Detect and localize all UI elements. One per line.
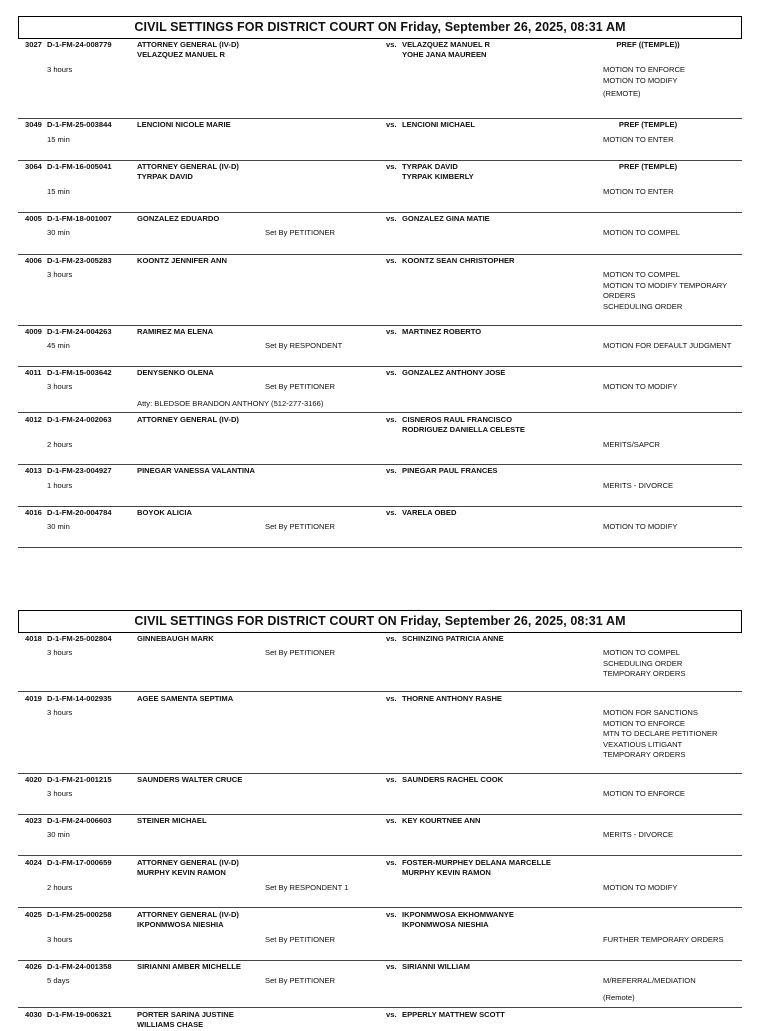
respondent-name: VARELA OBED <box>402 508 457 517</box>
set-by-party: Set By PETITIONER <box>265 228 336 237</box>
hearing-duration: 3 hours <box>47 789 73 798</box>
case-entry <box>18 774 742 815</box>
versus-label: vs. <box>386 816 397 825</box>
versus-label: vs. <box>386 327 397 336</box>
motion-text: MOTION TO COMPEL <box>603 648 680 657</box>
case-entry <box>18 255 742 326</box>
petitioner-name: GONZALEZ EDUARDO <box>137 214 220 223</box>
versus-label: vs. <box>386 466 397 475</box>
motion-text: MOTION FOR SANCTIONS <box>603 708 698 717</box>
petitioner-name: AGEE SAMENTA SEPTIMA <box>137 694 234 703</box>
petitioner-name: PORTER SARINA JUSTINE <box>137 1010 234 1019</box>
petitioner-name: PINEGAR VANESSA VALANTINA <box>137 466 255 475</box>
case-number: 4005 <box>25 214 42 223</box>
respondent-name: YOHE JANA MAUREEN <box>402 50 487 59</box>
case-number: 4018 <box>25 634 42 643</box>
case-number: 4006 <box>25 256 42 265</box>
versus-label: vs. <box>386 368 397 377</box>
hearing-duration: 2 hours <box>47 883 73 892</box>
cause-number: D-1-FM-16-005041 <box>47 162 112 171</box>
respondent-name: IKPONMWOSA EKHOMWANYE <box>402 910 514 919</box>
cause-number: D-1-FM-15-003642 <box>47 368 112 377</box>
cause-number: D-1-FM-24-002063 <box>47 415 112 424</box>
case-number: 4020 <box>25 775 42 784</box>
versus-label: vs. <box>386 775 397 784</box>
case-number: 3049 <box>25 120 42 129</box>
cause-number: D-1-FM-25-002804 <box>47 634 112 643</box>
versus-label: vs. <box>386 694 397 703</box>
motion-text: MOTION TO MODIFY <box>603 883 678 892</box>
respondent-name: LENCIONI MICHAEL <box>402 120 475 129</box>
hearing-duration: 30 min <box>47 228 70 237</box>
cause-number: D-1-FM-24-008779 <box>47 40 112 49</box>
motion-text: MERITS - DIVORCE <box>603 830 674 839</box>
case-number: 4023 <box>25 816 42 825</box>
preference-tag: PREF (TEMPLE) <box>618 120 678 129</box>
hearing-duration: 3 hours <box>47 65 73 74</box>
motion-text: SCHEDULING ORDER <box>603 302 683 311</box>
hearing-duration: 30 min <box>47 830 70 839</box>
petitioner-name: SIRIANNI AMBER MICHELLE <box>137 962 241 971</box>
motion-text: MTN TO DECLARE PETITIONER <box>603 729 718 738</box>
petitioner-name: RAMIREZ MA ELENA <box>137 327 214 336</box>
respondent-name: PINEGAR PAUL FRANCES <box>402 466 498 475</box>
petitioner-name: ATTORNEY GENERAL (IV-D) <box>137 415 239 424</box>
hearing-duration: 2 hours <box>47 440 73 449</box>
respondent-name: GONZALEZ GINA MATIE <box>402 214 490 223</box>
set-by-party: Set By RESPONDENT <box>265 341 343 350</box>
petitioner-name: ATTORNEY GENERAL (IV-D) <box>137 40 239 49</box>
case-number: 4009 <box>25 327 42 336</box>
versus-label: vs. <box>386 1010 397 1019</box>
case-entry <box>18 213 742 255</box>
set-by-party: Set By PETITIONER <box>265 648 336 657</box>
case-number: 4030 <box>25 1010 42 1019</box>
respondent-name: THORNE ANTHONY RASHE <box>402 694 502 703</box>
case-number: 4013 <box>25 466 42 475</box>
hearing-duration: 15 min <box>47 135 70 144</box>
motion-text: SCHEDULING ORDER <box>603 658 683 668</box>
versus-label: vs. <box>386 415 397 424</box>
cause-number: D-1-FM-19-006321 <box>47 1010 112 1019</box>
case-number: 3064 <box>25 162 42 171</box>
case-entry <box>18 413 742 465</box>
respondent-name: TYRPAK KIMBERLY <box>402 172 474 181</box>
hearing-duration: 3 hours <box>47 382 73 391</box>
petitioner-name: IKPONMWOSA NIESHIA <box>137 920 224 929</box>
versus-label: vs. <box>386 214 397 223</box>
case-entry <box>18 856 742 908</box>
petitioner-name: STEINER MICHAEL <box>137 816 207 825</box>
respondent-name: SCHINZING PATRICIA ANNE <box>402 634 504 643</box>
motion-text: MOTION TO MODIFY <box>603 522 678 531</box>
cause-number: D-1-FM-24-001358 <box>47 962 112 971</box>
cause-number: D-1-FM-18-001007 <box>47 214 112 223</box>
petitioner-name: VELAZQUEZ MANUEL R <box>137 50 226 59</box>
respondent-name: IKPONMWOSA NIESHIA <box>402 920 489 929</box>
petitioner-name: KOONTZ JENNIFER ANN <box>137 256 228 265</box>
cause-number: D-1-FM-23-005283 <box>47 256 112 265</box>
versus-label: vs. <box>386 962 397 971</box>
respondent-name: TYRPAK DAVID <box>402 162 458 171</box>
docket-section-2 <box>18 610 742 1029</box>
versus-label: vs. <box>386 858 397 867</box>
petitioner-name: TYRPAK DAVID <box>137 172 193 181</box>
cause-number: D-1-FM-21-001215 <box>47 775 112 784</box>
petitioner-name: ATTORNEY GENERAL (IV-D) <box>137 858 239 867</box>
hearing-duration: 1 hours <box>47 481 73 490</box>
preference-tag: PREF ((TEMPLE)) <box>616 40 680 49</box>
petitioner-name: LENCIONI NICOLE MARIE <box>137 120 231 129</box>
respondent-name: MARTINEZ ROBERTO <box>402 327 482 336</box>
motion-text: VEXATIOUS LITIGANT <box>603 739 683 749</box>
docket-header: CIVIL SETTINGS FOR DISTRICT COURT ON Friday, September 26, 2025, 08:31 AM <box>18 610 742 633</box>
motion-text: MOTION TO MODIFY <box>603 75 678 85</box>
respondent-name: VELAZQUEZ MANUEL R <box>402 40 491 49</box>
cause-number: D-1-FM-14-002935 <box>47 694 112 703</box>
petitioner-name: ATTORNEY GENERAL (IV-D) <box>137 910 239 919</box>
versus-label: vs. <box>386 910 397 919</box>
motion-text: MOTION TO MODIFY <box>603 382 678 391</box>
motion-text: MOTION TO COMPEL <box>603 270 680 279</box>
case-entry <box>18 326 742 367</box>
petitioner-name: ATTORNEY GENERAL (IV-D) <box>137 162 239 171</box>
case-entry <box>18 1008 742 1029</box>
motion-text: MOTION TO ENTER <box>603 187 674 196</box>
docket-header: CIVIL SETTINGS FOR DISTRICT COURT ON Friday, September 26, 2025, 08:31 AM <box>18 16 742 39</box>
motion-text: MOTION TO ENFORCE <box>603 718 685 728</box>
respondent-name: KEY KOURTNEE ANN <box>402 816 481 825</box>
versus-label: vs. <box>386 120 397 129</box>
cause-number: D-1-FM-17-000659 <box>47 858 112 867</box>
motion-text: MOTION TO ENTER <box>603 135 674 144</box>
petitioner-name: WILLIAMS CHASE <box>137 1020 204 1029</box>
hearing-duration: 3 hours <box>47 270 73 279</box>
versus-label: vs. <box>386 508 397 517</box>
hearing-duration: 3 hours <box>47 648 73 657</box>
case-number: 3027 <box>25 40 42 49</box>
respondent-name: SIRIANNI WILLIAM <box>402 962 470 971</box>
respondent-name: SAUNDERS RACHEL COOK <box>402 775 504 784</box>
case-number: 4024 <box>25 858 42 867</box>
case-number: 4011 <box>25 368 42 377</box>
motion-text: TEMPORARY ORDERS <box>603 669 686 678</box>
motion-text: MERITS - DIVORCE <box>603 481 674 490</box>
case-entry <box>18 119 742 161</box>
case-entry <box>18 39 742 119</box>
cause-number: D-1-FM-23-004927 <box>47 466 112 475</box>
motion-text: ORDERS <box>603 291 636 300</box>
preference-tag: PREF (TEMPLE) <box>618 162 678 171</box>
motion-text: MERITS/SAPCR <box>603 440 660 449</box>
motion-text: MOTION TO ENFORCE <box>603 65 685 74</box>
respondent-name: FOSTER-MURPHEY DELANA MARCELLE <box>402 858 551 867</box>
case-entry <box>18 161 742 213</box>
versus-label: vs. <box>386 256 397 265</box>
case-number: 4025 <box>25 910 42 919</box>
attorney-info: Atty: BLEDSOE BRANDON ANTHONY (512-277-3166) <box>137 399 324 408</box>
versus-label: vs. <box>386 634 397 643</box>
cause-number: D-1-FM-24-004263 <box>47 327 112 336</box>
respondent-name: CISNEROS RAUL FRANCISCO <box>402 415 512 424</box>
set-by-party: Set By RESPONDENT 1 <box>265 883 349 892</box>
respondent-name: EPPERLY MATTHEW SCOTT <box>402 1010 505 1019</box>
cause-number: D-1-FM-25-000258 <box>47 910 112 919</box>
motion-text: FURTHER TEMPORARY ORDERS <box>603 935 724 944</box>
versus-label: vs. <box>386 162 397 171</box>
set-by-party: Set By PETITIONER <box>265 382 336 391</box>
case-entry <box>18 465 742 507</box>
set-by-party: Set By PETITIONER <box>265 522 336 531</box>
motion-text: MOTION TO MODIFY TEMPORARY <box>603 280 728 290</box>
hearing-note: (REMOTE) <box>603 89 641 98</box>
motion-text: MOTION TO ENFORCE <box>603 789 685 798</box>
case-number: 4012 <box>25 415 42 424</box>
case-number: 4026 <box>25 962 42 971</box>
hearing-duration: 30 min <box>47 522 70 531</box>
hearing-note: (Remote) <box>603 993 635 1002</box>
petitioner-name: BOYOK ALICIA <box>137 508 192 517</box>
cause-number: D-1-FM-24-006603 <box>47 816 112 825</box>
respondent-name: KOONTZ SEAN CHRISTOPHER <box>402 256 515 265</box>
cause-number: D-1-FM-20-004784 <box>47 508 112 517</box>
hearing-duration: 5 days <box>47 976 70 985</box>
case-entry <box>18 961 742 1008</box>
case-entry <box>18 908 742 961</box>
motion-text: MOTION TO COMPEL <box>603 228 680 237</box>
docket-section-1 <box>18 16 742 536</box>
hearing-duration: 45 min <box>47 341 70 350</box>
petitioner-name: MURPHY KEVIN RAMON <box>137 868 226 877</box>
set-by-party: Set By PETITIONER <box>265 976 336 985</box>
case-entry <box>18 507 742 548</box>
respondent-name: RODRIGUEZ DANIELLA CELESTE <box>402 425 525 434</box>
hearing-duration: 15 min <box>47 187 70 196</box>
case-entry <box>18 367 742 413</box>
case-number: 4016 <box>25 508 42 517</box>
respondent-name: GONZALEZ ANTHONY JOSE <box>402 368 506 377</box>
case-entry <box>18 633 742 692</box>
case-entry <box>18 815 742 856</box>
petitioner-name: GINNEBAUGH MARK <box>137 634 214 643</box>
motion-text: M/REFERRAL/MEDIATION <box>603 976 696 985</box>
cause-number: D-1-FM-25-003844 <box>47 120 112 129</box>
motion-text: MOTION FOR DEFAULT JUDGMENT <box>603 341 732 350</box>
case-number: 4019 <box>25 694 42 703</box>
versus-label: vs. <box>386 40 397 49</box>
petitioner-name: SAUNDERS WALTER CRUCE <box>137 775 243 784</box>
respondent-name: MURPHY KEVIN RAMON <box>402 868 491 877</box>
hearing-duration: 3 hours <box>47 935 73 944</box>
motion-text: TEMPORARY ORDERS <box>603 750 686 759</box>
hearing-duration: 3 hours <box>47 708 73 717</box>
set-by-party: Set By PETITIONER <box>265 935 336 944</box>
case-entry <box>18 692 742 774</box>
petitioner-name: DENYSENKO OLENA <box>137 368 214 377</box>
